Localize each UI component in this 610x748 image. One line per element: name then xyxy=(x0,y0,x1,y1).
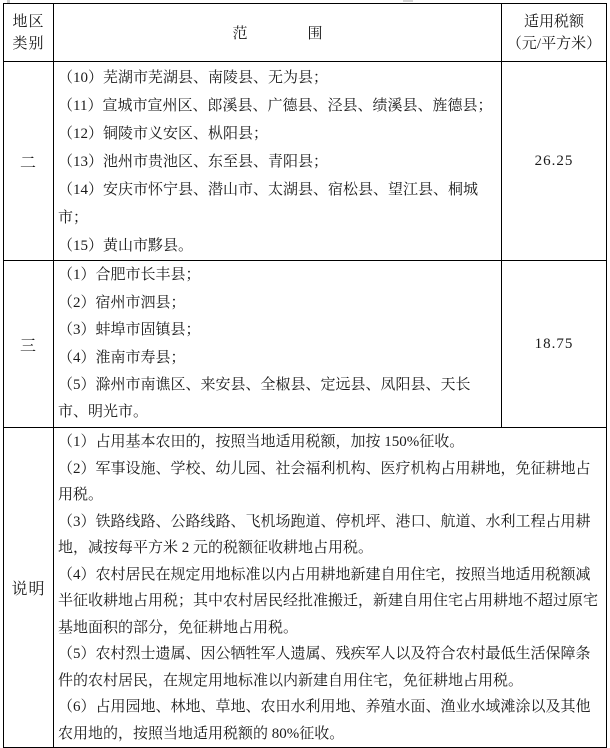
range-cell-category-2 xyxy=(54,62,502,261)
header-region-category-line1: 地区 xyxy=(12,13,45,30)
range-item: （2）宿州市泗县； xyxy=(58,294,186,311)
cropped-fragment-top-right xyxy=(403,0,413,2)
category-label-3: 三 xyxy=(4,261,54,428)
table-row-notes xyxy=(4,428,607,748)
range-item: （3）蚌埠市固镇县； xyxy=(58,322,201,339)
tax-value-category-3: 18.75 xyxy=(502,261,607,428)
note-item: （3）铁路线路、公路线路、飞机场跑道、停机坪、港口、航道、水利工程占用耕地，减按每平方米 2 元的税额征收耕地占用税。 xyxy=(58,513,591,556)
tax-value-category-2: 26.25 xyxy=(502,62,607,261)
range-item: （4）淮南市寿县； xyxy=(58,349,186,366)
note-item: （2）军事设施、学校、幼儿园、社会福利机构、医疗机构占用耕地，免征耕地占用税。 xyxy=(58,460,591,503)
note-item: （5）农村烈士遗属、因公牺牲军人遗属、残疾军人以及符合农村最低生活保障条件的农村居民，在规定用地标准以内新建自用住宅，免征耕地占用税。 xyxy=(58,646,591,689)
header-region-category xyxy=(4,4,54,62)
category-label-2: 二 xyxy=(4,62,54,261)
header-tax-line1: 适用税额 xyxy=(523,13,584,30)
tax-rate-table xyxy=(3,3,607,748)
header-range xyxy=(54,4,502,62)
table-row-category-2 xyxy=(4,62,607,261)
header-region-category-line2: 类别 xyxy=(12,35,45,52)
range-item: （15）黄山市黟县。 xyxy=(58,237,194,254)
header-tax-amount xyxy=(502,4,607,62)
note-item: （4）农村居民在规定用地标准以内占用耕地新建自用住宅，按照当地适用税额减半征收耕地占用税；其中农村居民经批准搬迁，新建自用住宅占用耕地不超过原宅基地面积的部分，免征耕地占用税。 xyxy=(58,566,599,636)
header-tax-line2: （元/平方米） xyxy=(506,35,602,52)
notes-label: 说明 xyxy=(4,428,54,748)
table-header-row xyxy=(4,4,607,62)
notes-cell xyxy=(54,428,607,748)
range-item: （12）铜陵市义安区、枞阳县； xyxy=(58,125,269,142)
range-item: （5）滁州市南谯区、来安县、全椒县、定远县、凤阳县、天长市、明光市。 xyxy=(58,376,471,421)
range-item: （13）池州市贵池区、东至县、青阳县； xyxy=(58,153,329,170)
range-item: （11）宣城市宣州区、郎溪县、广德县、泾县、绩溪县、旌德县； xyxy=(58,97,493,114)
range-item: （10）芜湖市芜湖县、南陵县、无为县； xyxy=(58,69,329,86)
range-item: （1）合肥市长丰县； xyxy=(58,267,201,284)
range-cell-category-3 xyxy=(54,261,502,428)
note-item: （1）占用基本农田的，按照当地适用税额，加按 150%征收。 xyxy=(58,434,465,450)
header-range-label: 范 围 xyxy=(232,26,323,42)
table-row-category-3 xyxy=(4,261,607,428)
note-item: （6）占用园地、林地、草地、农田水利用地、养殖水面、渔业水域滩涂以及其他农用地的，按照当地适用税额的 80%征收。 xyxy=(58,699,591,742)
range-item: （14）安庆市怀宁县、潜山市、太湖县、宿松县、望江县、桐城市； xyxy=(58,181,479,226)
